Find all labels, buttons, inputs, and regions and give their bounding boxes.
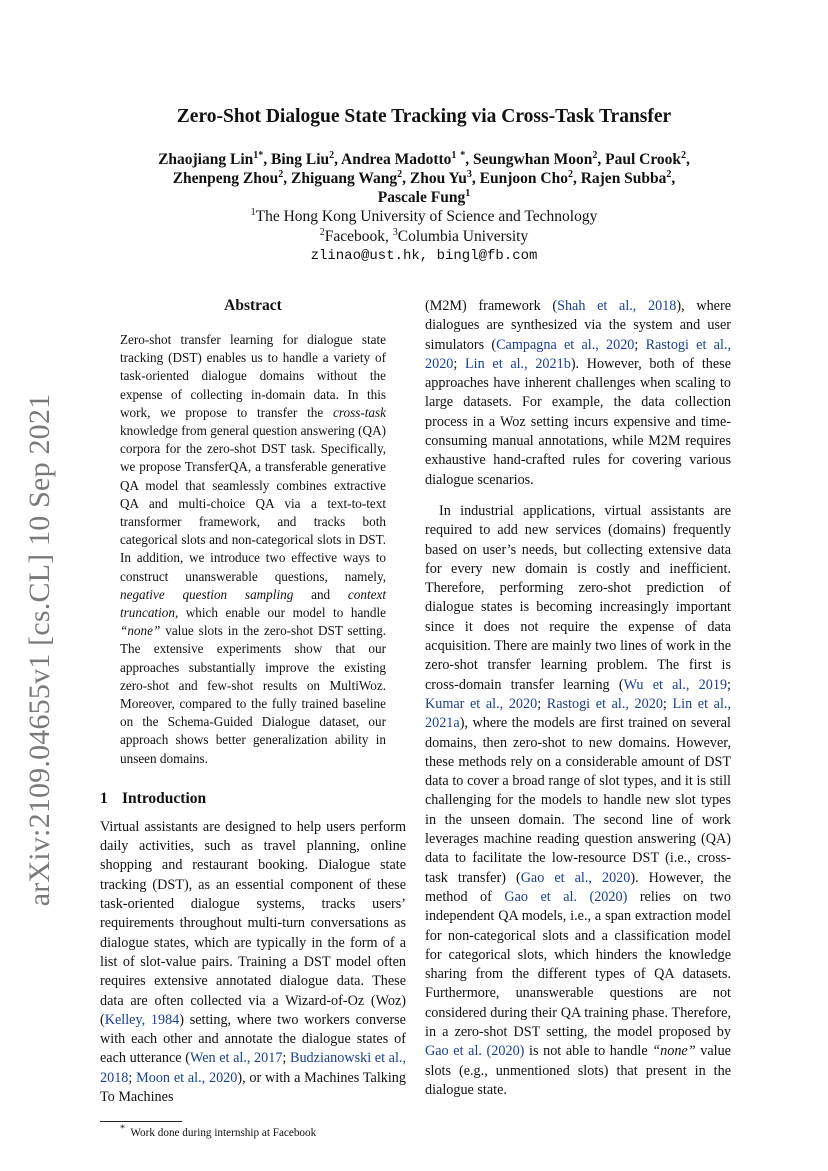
citation[interactable]: Budzianowski et al., 2018 [100,1050,406,1086]
citation[interactable]: Shah et al., 2018 [557,298,677,314]
left-column [100,297,406,1140]
paper-title: Zero-Shot Dialogue State Tracking via Cross-Task Transfer [176,106,672,127]
author-line-2: Zhenpeng Zhou$^2$, Zhiguang Wang$^2$, Zhou Yu$^3$, Eunjoon Cho$^2$, Rajen Subba$^2$, [172,168,676,187]
citation[interactable]: Campagna et al., 2020 [496,336,635,353]
paper-header [100,106,748,266]
right-column [425,297,731,1100]
author-line-3: Pascale Fung$^1$ [377,187,471,206]
citation[interactable]: Gao et al. (2020) [425,1043,525,1060]
citation[interactable]: Kumar et al., 2020 [425,695,538,712]
intro-paragraph-1-part-a: Virtual assistants are designed to help users perform daily activities, such as travel planning, online shopping and restaurant booking. Dialogue state tracking (DST), as an essential component of these task-oriented dialogue systems, tracks users’ requirements throughout multi-turn conversations as dialogue states, which are typically in the form of a list of slot-value pairs. Training a DST model often requires extensive annotated dialogue data. These data are often collected via a Wizard-of-Oz (Woz) (Kelley, 1984) setting, where two workers converse with each other and annotate the dialogue states of each utterance (Wen et al., 2017; Budzianowski et al., 2018; Moon et al., 2020), or with a Machines Talking To Machines [100,818,406,1106]
footnote: * Work done during internship at Facebook [120,1123,317,1140]
intro-paragraph-1-part-b: (M2M) framework (Shah et al., 2018), where dialogues are synthesized via the system and user simulators (Campagna et al., 2020; Rastogi et al., 2020; Lin et al., 2021b). However, both of these approaches have inherent challenges when scaling to large datasets. For example, the data collection process in a Woz setting incurs expensive and time-consuming manual annotations, while M2M requires exhaustive hand-crafted rules for covering various dialogue scenarios. [425,298,732,488]
citation[interactable]: Rastogi et al., 2020 [425,336,731,372]
footnote-rule [100,1121,182,1122]
abstract-heading: Abstract [224,297,282,314]
section-title: Introduction [122,789,207,807]
section-number: 1 [100,789,108,807]
citation[interactable]: Lin et al., 2021b [465,355,571,372]
arxiv-stamp [10,370,70,930]
citation[interactable]: Gao et al. (2020) [504,888,628,905]
citation[interactable]: Moon et al., 2020 [136,1069,238,1086]
intro-paragraph-2: In industrial applications, virtual assistants are required to add new services (domains) frequently based on user’s needs, but collecting extensive data for every new domain is costly and inefficient. Therefore, performing zero-shot prediction of dialogue states is becoming increasingly important since it does not require the expense of data acquisition. There are mainly two lines of work in the zero-shot transfer learning problem. The first is cross-domain transfer learning (Wu et al., 2019; Kumar et al., 2020; Rastogi et al., 2020; Lin et al., 2021a), where the models are first trained on several domains, then zero-shot to new domains. However, these methods rely on a considerable amount of DST data to cover a broad range of slot types, and it is still challenging for the models to handle new slot types in the unseen domain. The second line of work leverages machine reading question answering (QA) data to facilitate the low-resource DST (i.e., cross-task transfer) (Gao et al., 2020). However, the method of Gao et al. (2020) relies on two independent QA models, i.e., a span extraction model for non-categorical slots and a classification model for categorical slots, which hinders the knowledge sharing from the different types of QA datasets. Furthermore, unanswerable questions are not considered during their QA training phase. Therefore, in a zero-shot DST setting, the model proposed by Gao et al. (2020) is not able to handle “none” value slots (e.g., unmentioned slots) that present in the dialogue state. [425,502,731,1098]
affiliation-2: $^2$Facebook, $^3$Columbia University [319,226,529,245]
section-heading-introduction [100,790,406,808]
abstract-text: Zero-shot transfer learning for dialogue state tracking (DST) enables us to handle a variety of task-oriented dialogue domains without the expense of collecting in-domain data. In this work, we propose to transfer the cross-task knowledge from general question answering (QA) corpora for the zero-shot DST task. Specifically, we propose TransferQA, a transferable generative QA model that seamlessly combines extractive QA and multi-choice QA via a text-to-text transformer framework, and tracks both categorical slots and non-categorical slots in DST. In addition, we introduce two effective ways to construct unanswerable questions, namely, negative question sampling and context truncation, which enable our model to handle “none” value slots in the zero-shot DST setting. The extensive experiments show that our approaches substantially improve the existing zero-shot and few-shot results on MultiWoz. Moreover, compared to the fully trained baseline on the Schema-Guided Dialogue dataset, our approach shows better generalization ability in unseen domains. [120,332,386,766]
affiliation-1: $^1$The Hong Kong University of Science and Technology [250,206,598,225]
author-line-1: Zhaojiang Lin$^{1*}$, Bing Liu$^2$, Andrea Madotto$^1$ *, Seungwhan Moon$^2$, Paul Crook$^2$, [158,149,690,168]
citation[interactable]: Kelley, 1984 [104,1011,180,1028]
citation[interactable]: Gao et al., 2020 [520,869,631,886]
citation[interactable]: Wen et al., 2017 [189,1050,283,1067]
arxiv-stamp-text: arXiv:2109.04655v1 [cs.CL] 10 Sep 2021 [23,393,56,907]
citation[interactable]: Wu et al., 2019 [623,676,728,693]
citation[interactable]: Lin et al., 2021a [425,695,731,732]
author-emails: zlinao@ust.hk, bingl@fb.com [310,248,538,264]
citation[interactable]: Rastogi et al., 2020 [546,695,663,712]
